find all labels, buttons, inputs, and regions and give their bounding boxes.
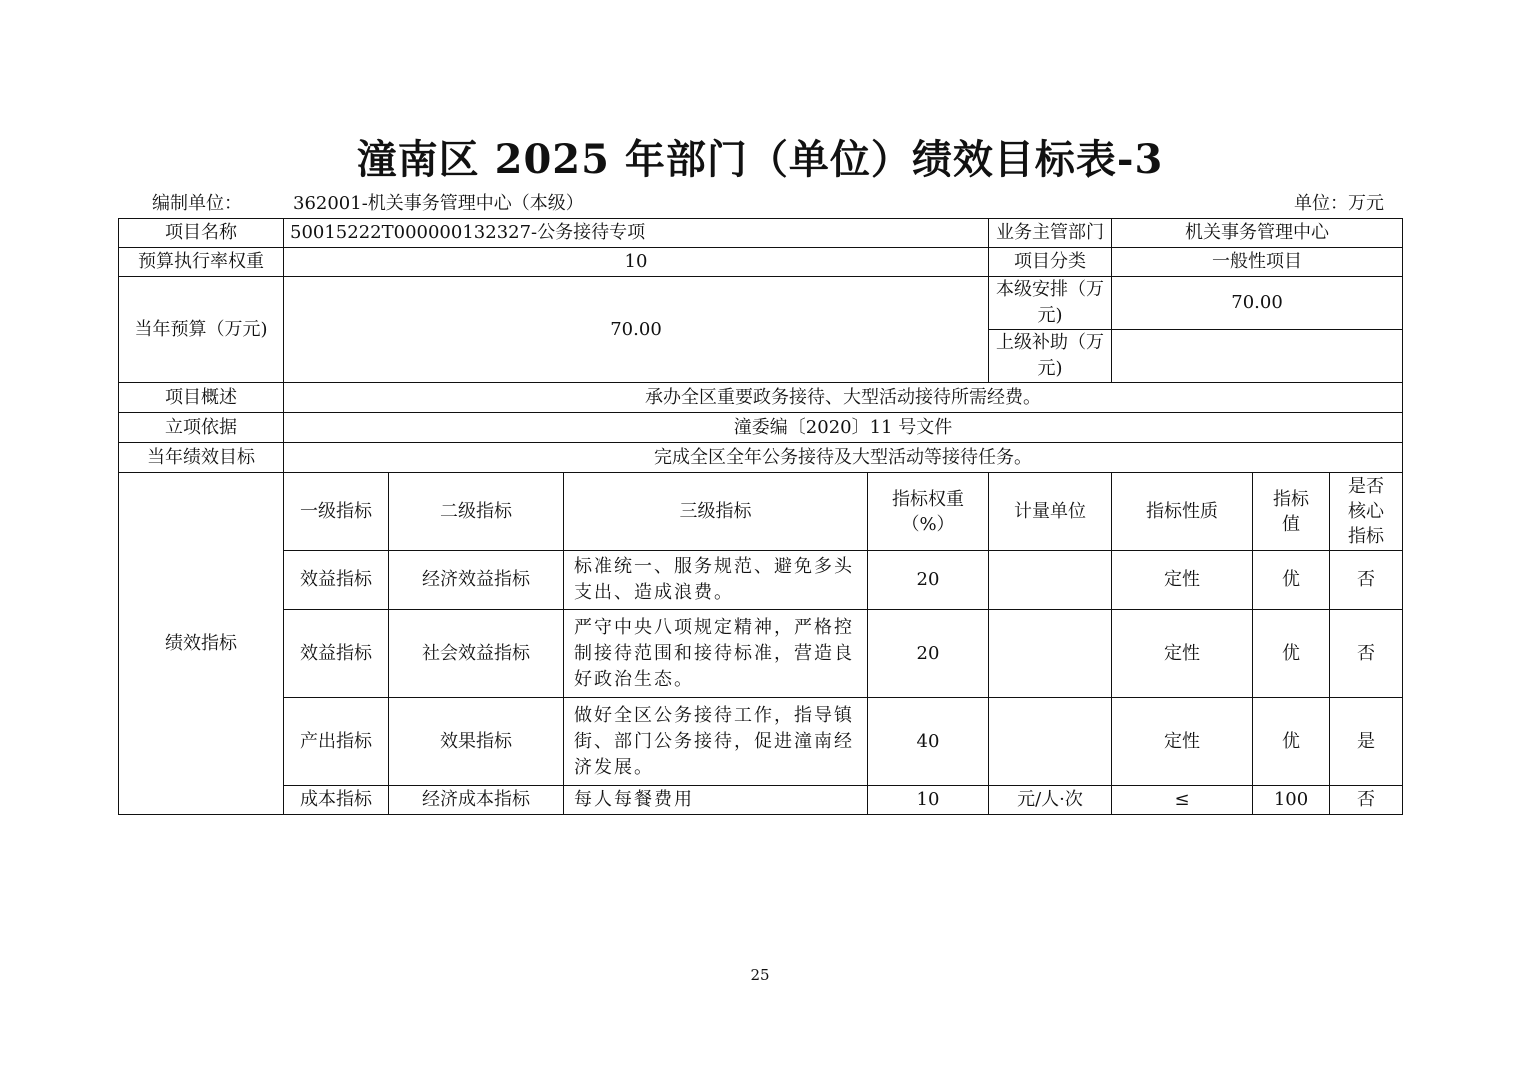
header-core-line1: 是否 xyxy=(1348,476,1385,497)
indicator-level3 xyxy=(564,610,868,698)
indicator-value: 100 xyxy=(1253,786,1330,815)
table-row xyxy=(119,248,1403,277)
indicator-level3-line: 支出、造成浪费。 xyxy=(574,582,734,603)
header-value xyxy=(1253,473,1330,551)
indicator-level1: 效益指标 xyxy=(284,551,389,610)
indicator-level2: 经济效益指标 xyxy=(389,551,564,610)
category-label: 项目分类 xyxy=(989,248,1112,277)
dept-value: 机关事务管理中心 xyxy=(1112,219,1403,248)
weight-value: 10 xyxy=(284,248,989,277)
indicator-level3-line: 济发展。 xyxy=(574,756,654,778)
indicator-core: 否 xyxy=(1330,551,1403,610)
header-level3: 三级指标 xyxy=(564,473,868,551)
indicator-core: 否 xyxy=(1330,786,1403,815)
indicator-weight: 20 xyxy=(868,610,989,698)
project-name-value: 50015222T000000132327-公务接待专项 xyxy=(284,219,989,248)
indicator-weight: 40 xyxy=(868,698,989,786)
table-row xyxy=(119,277,1403,330)
indicator-row xyxy=(119,610,1403,698)
overview-value: 承办全区重要政务接待、大型活动接待所需经费。 xyxy=(284,383,1403,413)
indicator-level1: 效益指标 xyxy=(284,610,389,698)
indicator-level3-line: 好政治生态。 xyxy=(574,668,694,690)
header-level2: 二级指标 xyxy=(389,473,564,551)
performance-table xyxy=(118,218,1403,815)
weight-label: 预算执行率权重 xyxy=(119,248,284,277)
org-label: 编制单位： xyxy=(152,193,242,214)
overview-label: 项目概述 xyxy=(119,383,284,413)
header-value-line2: 值 xyxy=(1282,513,1301,535)
indicator-nature: 定性 xyxy=(1112,551,1253,610)
indicator-value: 优 xyxy=(1253,698,1330,786)
local-label: 本级安排（万元) xyxy=(989,277,1112,330)
indicator-level2: 社会效益指标 xyxy=(389,610,564,698)
indicator-nature: ≤ xyxy=(1112,786,1253,815)
budget-label: 当年预算（万元) xyxy=(119,277,284,383)
indicators-section-label: 绩效指标 xyxy=(119,473,284,815)
indicator-value: 优 xyxy=(1253,551,1330,610)
header-level1: 一级指标 xyxy=(284,473,389,551)
indicator-level1: 产出指标 xyxy=(284,698,389,786)
table-row xyxy=(119,443,1403,473)
subsidy-label: 上级补助（万元) xyxy=(989,330,1112,383)
indicator-core: 是 xyxy=(1330,698,1403,786)
header-core-line3: 指标 xyxy=(1348,526,1385,547)
indicator-core: 否 xyxy=(1330,610,1403,698)
page-title: 潼南区 2025 年部门（单位）绩效目标表-3 xyxy=(356,136,1164,183)
indicator-level3-line: 标准统一、服务规范、避免多头 xyxy=(574,556,854,577)
category-value: 一般性项目 xyxy=(1112,248,1403,277)
unit-label: 单位：万元 xyxy=(1294,193,1384,214)
indicator-level3-line: 做好全区公务接待工作，指导镇 xyxy=(574,704,854,726)
goal-value: 完成全区全年公务接待及大型活动等接待任务。 xyxy=(284,443,1403,473)
org-value: 362001-机关事务管理中心（本级） xyxy=(293,193,584,214)
project-name-label: 项目名称 xyxy=(119,219,284,248)
header-core-line2: 核心 xyxy=(1348,501,1385,522)
table-row xyxy=(119,219,1403,248)
budget-value: 70.00 xyxy=(284,277,989,383)
basis-label: 立项依据 xyxy=(119,413,284,443)
header-unit: 计量单位 xyxy=(989,473,1112,551)
subsidy-value xyxy=(1112,330,1403,383)
indicator-unit xyxy=(989,610,1112,698)
header-weight xyxy=(868,473,989,551)
indicator-level3 xyxy=(564,786,868,815)
header-core xyxy=(1330,473,1403,551)
indicator-level2: 经济成本指标 xyxy=(389,786,564,815)
indicator-row xyxy=(119,551,1403,610)
table-row xyxy=(119,413,1403,443)
table-row xyxy=(119,383,1403,413)
indicator-nature: 定性 xyxy=(1112,698,1253,786)
indicator-level1: 成本指标 xyxy=(284,786,389,815)
goal-label: 当年绩效目标 xyxy=(119,443,284,473)
indicator-unit xyxy=(989,698,1112,786)
header-value-line1: 指标 xyxy=(1273,488,1310,510)
indicator-unit xyxy=(989,551,1112,610)
indicator-row xyxy=(119,786,1403,815)
indicator-level3-line: 制接待范围和接待标准，营造良 xyxy=(574,642,854,664)
page-number: 25 xyxy=(750,966,770,984)
header-nature: 指标性质 xyxy=(1112,473,1253,551)
indicator-value: 优 xyxy=(1253,610,1330,698)
indicator-level3-line: 严守中央八项规定精神，严格控 xyxy=(574,616,854,638)
basis-value: 潼委编〔2020〕11 号文件 xyxy=(284,413,1403,443)
header-weight-line1: 指标权重 xyxy=(892,488,964,510)
indicator-header-row xyxy=(119,473,1403,551)
indicator-level2: 效果指标 xyxy=(389,698,564,786)
indicator-weight: 10 xyxy=(868,786,989,815)
indicator-unit: 元/人·次 xyxy=(989,786,1112,815)
dept-label: 业务主管部门 xyxy=(989,219,1112,248)
indicator-level3-line: 每人每餐费用 xyxy=(574,789,694,810)
indicator-weight: 20 xyxy=(868,551,989,610)
indicator-level3 xyxy=(564,698,868,786)
indicator-level3-line: 街、部门公务接待，促进潼南经 xyxy=(574,730,854,752)
indicator-level3 xyxy=(564,551,868,610)
header-weight-line2: （%） xyxy=(901,513,955,535)
indicator-row xyxy=(119,698,1403,786)
indicator-nature: 定性 xyxy=(1112,610,1253,698)
local-value: 70.00 xyxy=(1112,277,1403,330)
